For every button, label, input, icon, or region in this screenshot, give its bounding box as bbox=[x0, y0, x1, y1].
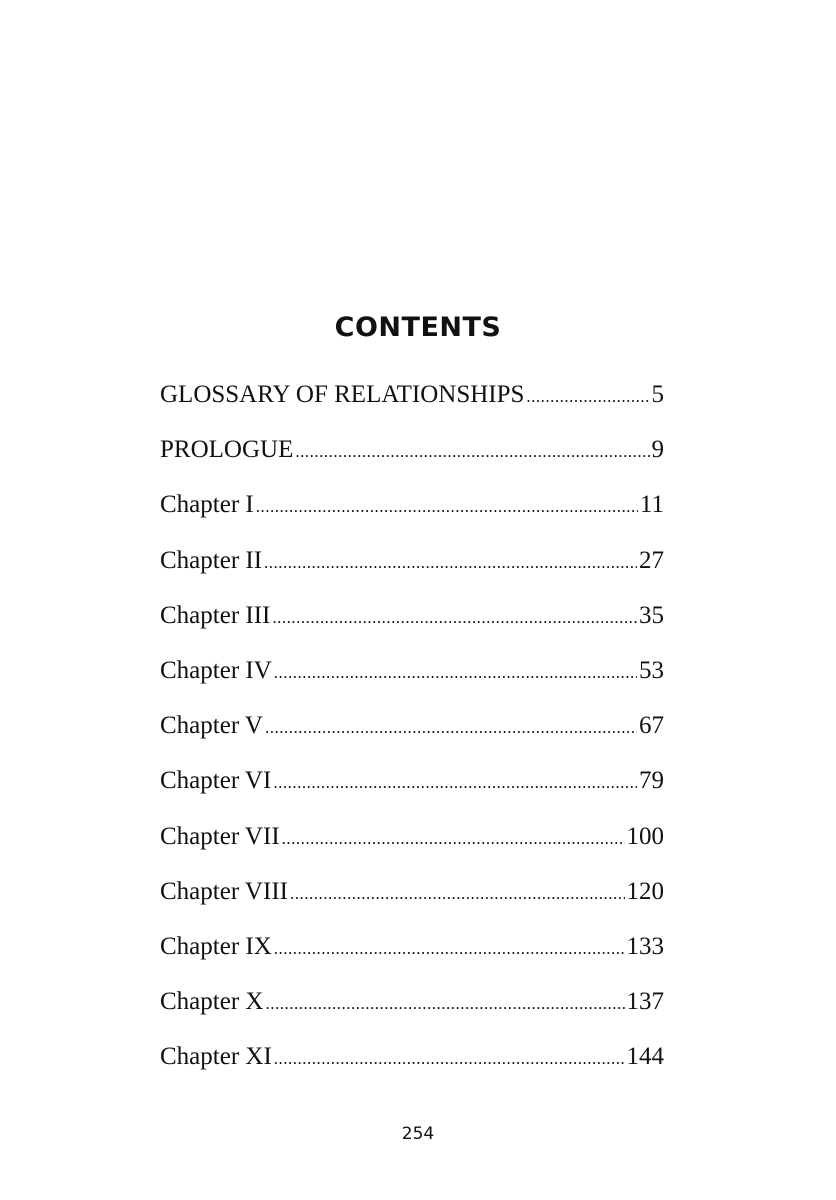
toc-entry-chapter-9[interactable] bbox=[160, 924, 664, 979]
toc-entry-label: Chapter VIII bbox=[160, 877, 288, 905]
dot-leader bbox=[274, 1036, 625, 1082]
toc-entry-chapter-8[interactable] bbox=[160, 869, 664, 924]
toc-entry-page: 5 bbox=[651, 381, 664, 408]
dot-leader bbox=[274, 926, 625, 972]
page-title: CONTENTS bbox=[334, 312, 502, 343]
toc-entry-label: Chapter V bbox=[160, 712, 263, 740]
toc-entry-page: 137 bbox=[626, 988, 664, 1016]
toc-entry-chapter-2[interactable] bbox=[160, 538, 664, 593]
toc-entry-label: Chapter VI bbox=[160, 767, 272, 795]
dot-leader bbox=[290, 871, 625, 917]
toc-entry-page: 133 bbox=[626, 932, 664, 960]
toc-entry-label: Chapter X bbox=[160, 988, 264, 1016]
dot-leader bbox=[526, 374, 649, 420]
dot-leader bbox=[272, 595, 637, 641]
toc-entry-label: Chapter IV bbox=[160, 656, 272, 684]
toc-entry-chapter-1[interactable] bbox=[160, 482, 664, 537]
toc-entry-chapter-10[interactable] bbox=[160, 979, 664, 1034]
toc-entry-page: 53 bbox=[639, 656, 664, 684]
toc-entry-chapter-6[interactable] bbox=[160, 758, 664, 813]
dot-leader bbox=[265, 705, 637, 751]
toc-entry-page: 35 bbox=[639, 601, 664, 629]
toc-entry-prologue[interactable] bbox=[160, 427, 664, 482]
toc-entry-label: Chapter I bbox=[160, 491, 254, 519]
toc-entry-page: 67 bbox=[639, 712, 664, 740]
toc-entry-label: Chapter II bbox=[160, 546, 263, 574]
dot-leader bbox=[295, 429, 649, 475]
toc-entry-page: 79 bbox=[639, 767, 664, 795]
table-of-contents bbox=[160, 372, 664, 1089]
page-number: 254 bbox=[401, 1124, 435, 1144]
dot-leader bbox=[274, 650, 637, 696]
dot-leader bbox=[264, 540, 637, 586]
toc-entry-chapter-4[interactable] bbox=[160, 648, 664, 703]
toc-entry-page: 9 bbox=[651, 436, 664, 464]
toc-entry-label: Chapter IX bbox=[160, 932, 272, 960]
toc-entry-page: 100 bbox=[626, 822, 664, 850]
toc-entry-glossary[interactable] bbox=[160, 372, 664, 427]
toc-entry-chapter-3[interactable] bbox=[160, 593, 664, 648]
dot-leader bbox=[256, 484, 638, 530]
toc-entry-label: Chapter III bbox=[160, 601, 271, 629]
toc-entry-page: 144 bbox=[626, 1043, 664, 1071]
toc-entry-chapter-11[interactable] bbox=[160, 1034, 664, 1089]
toc-entry-chapter-5[interactable] bbox=[160, 703, 664, 758]
toc-entry-label: PROLOGUE bbox=[160, 436, 294, 464]
toc-entry-page: 120 bbox=[626, 877, 664, 905]
toc-entry-page: 27 bbox=[639, 546, 664, 574]
dot-leader bbox=[282, 816, 625, 862]
dot-leader bbox=[265, 981, 624, 1027]
toc-entry-label: GLOSSARY OF RELATIONSHIPS bbox=[160, 381, 525, 408]
toc-entry-label: Chapter XI bbox=[160, 1043, 272, 1071]
dot-leader bbox=[273, 760, 637, 806]
toc-entry-chapter-7[interactable] bbox=[160, 814, 664, 869]
toc-entry-label: Chapter VII bbox=[160, 822, 280, 850]
toc-entry-page: 11 bbox=[639, 491, 664, 519]
